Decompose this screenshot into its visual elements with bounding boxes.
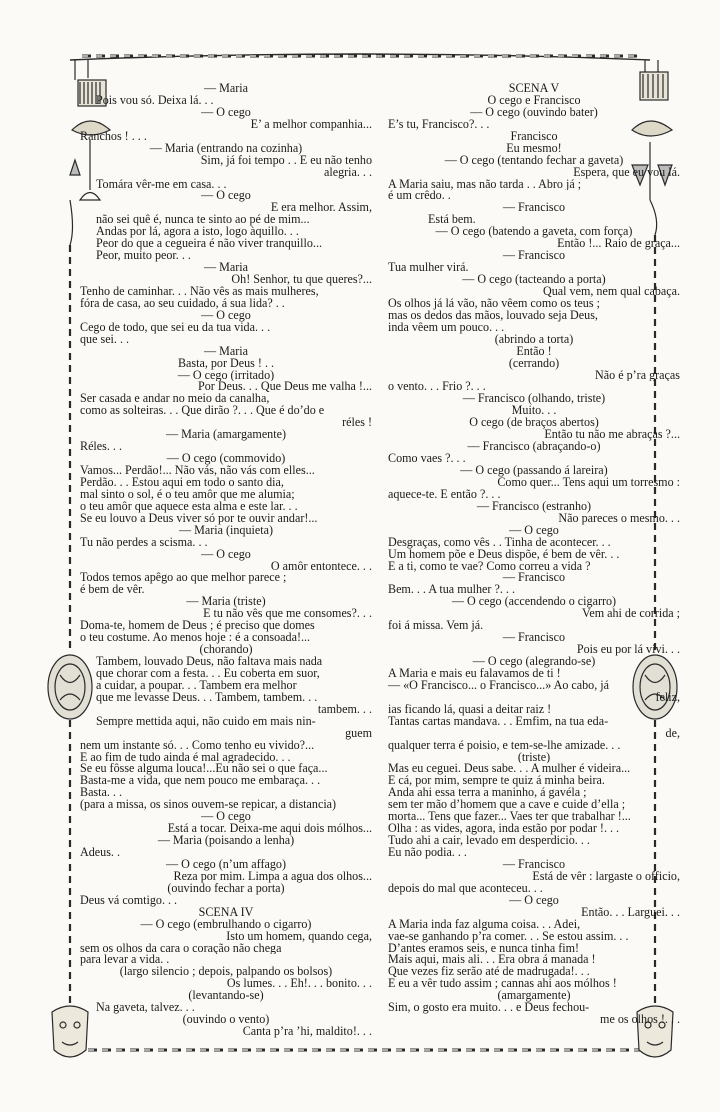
text-line: é um crêdo. . — [388, 190, 451, 203]
text-line: Mais aqui, mais ali. . . Era obra á manada ! — [388, 954, 596, 967]
text-line: sem ter mão d’homem que a cave e cuide d’ella ; — [388, 799, 626, 812]
right-text-column — [388, 83, 680, 1026]
top-chain — [70, 54, 650, 60]
text-line: Réles. . . — [80, 441, 122, 454]
text-line: Tudo ahi a cair, levado em desperdicio. . . — [388, 835, 590, 847]
text-line: A Maria inda faz alguma coisa. . . Adei, — [388, 918, 581, 931]
text-line: E’s tu, Francisco?. . . — [388, 118, 490, 131]
text-line: — O cego (passando á lareira) — [460, 465, 608, 477]
text-line: Então !... Raio de graça... — [557, 238, 680, 251]
text-line: (ouvindo fechar a porta) — [167, 882, 285, 895]
text-line: qualquer terra é poisio, e tem-se-lhe amizade. . . — [388, 739, 621, 752]
text-line: — «O Francisco... o Francisco...» Ao cabo, já — [388, 679, 609, 692]
text-line: — O cego — [201, 190, 251, 203]
text-line: — Maria (poisando a lenha) — [157, 835, 295, 847]
text-line: inda vêem um pouco. . . — [388, 321, 505, 334]
text-line: Não é p’ra graças — [595, 369, 680, 382]
text-line: o teu amôr que aquece esta alma e este lar. . . — [80, 500, 298, 513]
text-line: — O cego (embrulhando o cigarro) — [140, 918, 312, 931]
text-line: — O cego (n’um affago) — [166, 858, 286, 871]
text-line: Peor, muito peor. . . — [96, 250, 191, 263]
text-line: — Francisco (olhando, triste) — [462, 393, 606, 406]
text-line: (amargamente) — [497, 990, 571, 1003]
text-line: — Francisco — [502, 202, 566, 215]
text-line: Francisco — [510, 130, 558, 143]
text-line: — O cego (tentando fechar a gaveta) — [444, 154, 624, 167]
text-line: (ouvindo o vento) — [182, 1014, 270, 1027]
text-line: E cá, por mim, sempre te quiz á minha beira. — [388, 775, 605, 788]
text-line: o teu costume. Ao menos hoje : é a consoada!... — [80, 632, 311, 645]
text-line: Reza por mim. Limpa a agua dos olhos... — [173, 870, 372, 883]
text-line: Sempre mettida aqui, não cuido em mais nin- — [96, 715, 316, 728]
text-line: Espera, que eu vou lá. — [573, 166, 680, 179]
text-line: ias ficando lá, quasi a deitar raiz ! — [388, 703, 552, 716]
text-line: como as solteiras. . . Que dirão ?. . . Que é do’do e — [80, 405, 325, 418]
text-line: A Maria saiu, mas não tarda . . Abro já ; — [388, 178, 582, 191]
text-line: — O cego (alegrando-se) — [472, 656, 596, 668]
text-line: réles ! — [342, 417, 372, 430]
text-line: — Maria — [204, 262, 248, 274]
text-line: — O cego — [509, 524, 559, 537]
text-line: Peor do que a cegueira é não viver tranquillo... — [96, 238, 323, 251]
text-line: Pois vou só. Deixa lá. . . — [96, 94, 214, 107]
text-line: Tenho de caminhar. . . Não vês as mais mulheres, — [80, 285, 319, 298]
text-line: Como quer... Tens aqui um torresmo : — [497, 476, 680, 489]
text-line: nem um instante só. . . Como tenho eu vivido?... — [80, 739, 315, 752]
text-line: Ser casada e andar no meio da canalha, — [80, 393, 270, 406]
text-line: Tantas cartas mandava. . . Emfim, na tua eda- — [388, 715, 609, 728]
text-line: Os lumes. . . Eh!. . . bonito. . . — [226, 978, 372, 991]
text-line: Eu mesmo! — [506, 142, 562, 155]
text-line: Que vezes fiz serão até de madrugada!. . . — [388, 966, 590, 979]
text-line: (para a missa, os sinos ouvem-se repicar, a distancia) — [80, 799, 337, 812]
text-line: Tomára vêr-me em casa. . . — [96, 178, 227, 191]
text-line: — Francisco — [502, 572, 566, 585]
text-line: que me levasse Deus. . . Tambem, tambem. . . — [96, 691, 318, 704]
text-line: — Maria — [204, 345, 248, 358]
text-line: Sim, já foi tempo . . E eu não tenho — [200, 154, 372, 167]
text-line: E ao fim de tudo ainda é mal agradecido. . . — [80, 751, 291, 764]
text-line: depois do mal que aconteceu. . . — [388, 882, 543, 895]
text-line: E a ti, como te vae? Como correu a vida ? — [388, 560, 591, 573]
text-line: Eu não podia. . . — [388, 847, 467, 859]
text-line: foi á missa. Vem já. — [388, 620, 484, 633]
text-line: Um homem põe e Deus dispõe, é bem de vêr. . . — [388, 548, 620, 561]
text-line: — O cego (commovido) — [166, 453, 286, 465]
text-line: — O cego — [201, 548, 251, 561]
text-line: o vento. . . Frio ?. . . — [388, 381, 486, 394]
text-line: mas os dedos das mãos, louvado seja Deus, — [388, 309, 598, 322]
text-line: vae-se ganhando p’ra comer. . . Se estou assim. . . — [388, 930, 629, 943]
text-line: Basta, por Deus ! . . — [177, 357, 275, 370]
text-line: Os olhos já lá vão, não vêem como os teus ; — [388, 297, 600, 310]
text-line: Anda ahi essa terra a maninho, á gavéla ; — [388, 787, 587, 800]
text-line: — Francisco — [502, 250, 566, 263]
text-line: Está a tocar. Deixa-me aqui dois mólhos... — [167, 823, 372, 836]
text-line: Cego de todo, que sei eu da tua vida. . . — [80, 321, 271, 334]
text-line: Ranchos ! . . . — [80, 130, 147, 143]
text-line: mal sinto o sol, é o teu amôr que me alumia; — [80, 488, 295, 501]
text-line: Se eu fôsse alguma louca!...Eu não sei o que faça... — [80, 763, 328, 776]
text-line: tambem. . . — [317, 703, 372, 716]
text-line: Basta. . . — [80, 787, 122, 800]
text-line: morta... Tens que fazer... Vaes ter que trabalhar !... — [388, 811, 631, 824]
text-line: Tambem, louvado Deus, não faltava mais nada — [96, 656, 323, 668]
text-line: Desgraças, como vês . . Tinha de acontecer. . . — [388, 536, 611, 549]
text-line: — O cego — [201, 309, 251, 322]
text-line: — Francisco — [502, 858, 566, 871]
text-line: sem os olhos da cara o coração não chega — [80, 942, 282, 955]
text-line: Olha : as vides, agora, inda estão por podar !. . . — [388, 823, 620, 836]
text-line: Basta-me a vida, que nem pouco me embaraça. . . — [80, 775, 321, 788]
text-line: Perdão. . . Estou aqui em todo o santo dia, — [80, 476, 284, 489]
text-line: para levar a vida. . — [80, 954, 170, 967]
text-line: feliz, — [655, 691, 680, 704]
text-line: O cego (de braços abertos) — [469, 417, 599, 430]
text-line: (levantando-se) — [188, 990, 264, 1003]
text-line: que chorar com a festa. . . Eu coberta em suor, — [96, 667, 320, 680]
text-line: Tua mulher virá. — [388, 262, 469, 274]
text-line: (cerrando) — [508, 357, 560, 370]
text-line: — Maria (entrando na cozinha) — [149, 142, 303, 155]
text-line: (abrindo a torta) — [494, 333, 574, 346]
text-line: não sei quê é, nunca te sinto ao pé de mim... — [96, 214, 310, 227]
text-line: — Francisco (estranho) — [476, 500, 592, 513]
text-line: E’ a melhor companhia... — [250, 118, 372, 131]
text-line: Por Deus. . . Que Deus me valha !... — [198, 381, 372, 394]
text-line: de, — [665, 727, 680, 740]
text-line: Tu não perdes a scisma. . . — [80, 536, 208, 549]
text-line: Deus vá comtigo. . . — [80, 894, 178, 907]
text-line: — Francisco (abraçando-o) — [467, 441, 601, 454]
text-line: guem — [345, 727, 372, 740]
text-line: Qual vem, nem qual cabaça. — [543, 285, 680, 298]
text-line: — O cego — [201, 106, 251, 119]
text-line: Está de vêr : largaste o officio, — [532, 870, 680, 883]
text-line: alegria. . . — [323, 166, 372, 179]
text-line: E eu a vêr tudo assim ; cannas ahi aos mólhos ! — [388, 978, 617, 991]
text-line: Então ! — [516, 345, 552, 358]
text-line: — O cego (tacteando a porta) — [462, 274, 606, 286]
text-line: — O cego (ouvindo bater) — [470, 106, 598, 119]
text-line: Mas eu ceguei. Deus sabe. . . A mulher é videira... — [388, 763, 631, 776]
text-line: Então. . . Larguei. . . — [581, 906, 680, 919]
text-line: Não pareces o mesmo. . . — [558, 512, 680, 525]
text-line: Andas por lá, agora a isto, logo àquillo. . . — [96, 226, 299, 239]
text-line: — Francisco — [502, 632, 566, 645]
text-line: — Maria (triste) — [186, 596, 266, 609]
text-line: (chorando) — [199, 644, 253, 656]
text-line: Oh! Senhor, tu que queres?... — [231, 274, 372, 286]
text-line: O cego e Francisco — [487, 94, 581, 107]
text-line: Então tu não me abraças ?... — [544, 429, 680, 442]
text-line: — Maria — [204, 83, 248, 95]
text-line: — O cego — [509, 894, 559, 907]
text-line: aquece-te. E então ?. . . — [388, 488, 501, 501]
text-line: que sei. . . — [80, 333, 130, 346]
text-line: SCENA V — [508, 83, 560, 95]
text-line: (largo silencio ; depois, palpando os bolsos) — [119, 966, 333, 979]
text-line: me os olhos !. . . — [600, 1014, 680, 1027]
text-line: O amôr entontece. . . — [270, 560, 372, 573]
text-line: Doma-te, homem de Deus ; é preciso que domes — [80, 620, 315, 633]
text-line: Se eu louvo a Deus viver só por te ouvir andar!... — [80, 512, 318, 525]
text-line: a cuidar, a poupar. . . Tambem era melhor — [96, 679, 297, 692]
text-line: SCENA IV — [198, 906, 254, 919]
text-line: — Maria (inquieta) — [178, 524, 274, 537]
text-line: D’antes eramos seis, e nunca tinha fim! — [388, 942, 580, 955]
text-line: Na gaveta, talvez. . . — [96, 1002, 195, 1015]
text-line: é bem de vêr. — [80, 584, 145, 597]
text-line: E era melhor. Assim, — [270, 202, 372, 215]
text-line: Bem. . . A tua mulher ?. . . — [388, 584, 515, 597]
text-line: Canta p’ra ’hi, maldito!. . . — [242, 1026, 372, 1038]
text-line: — Maria (amargamente) — [166, 429, 286, 442]
text-line: A Maria e mais eu falavamos de ti ! — [388, 667, 561, 680]
text-line: — O cego (accendendo o cigarro) — [451, 596, 617, 609]
text-line: Está bem. — [428, 214, 476, 227]
text-line: — O cego (irritado) — [177, 369, 275, 382]
left-text-column — [80, 83, 372, 1038]
text-line: — O cego (batendo a gaveta, com força) — [435, 226, 633, 239]
text-line: — O cego — [201, 811, 251, 824]
text-line: fóra de casa, ao seu cuidado, á sua lida? . . — [80, 297, 285, 310]
text-line: Sim, o gosto era muito. . . e Deus fechou- — [388, 1002, 590, 1015]
text-line: Vamos... Perdão!... Não vás, não vás com elles... — [80, 465, 315, 477]
text-line: Adeus. . — [80, 847, 120, 859]
text-line: (triste) — [517, 751, 551, 764]
text-line: Isto um homem, quando cega, — [226, 930, 372, 943]
text-line: Muito. . . — [511, 405, 557, 418]
text-line: Todos temos apêgo ao que melhor parece ; — [80, 572, 287, 585]
text-line: E tu não vês que me consomes?. . . — [203, 608, 372, 621]
text-line: Pois eu por lá vivi. . . — [576, 644, 680, 656]
text-line: Como vaes ?. . . — [388, 453, 466, 465]
text-line: Vem ahi de corrida ; — [581, 608, 680, 621]
